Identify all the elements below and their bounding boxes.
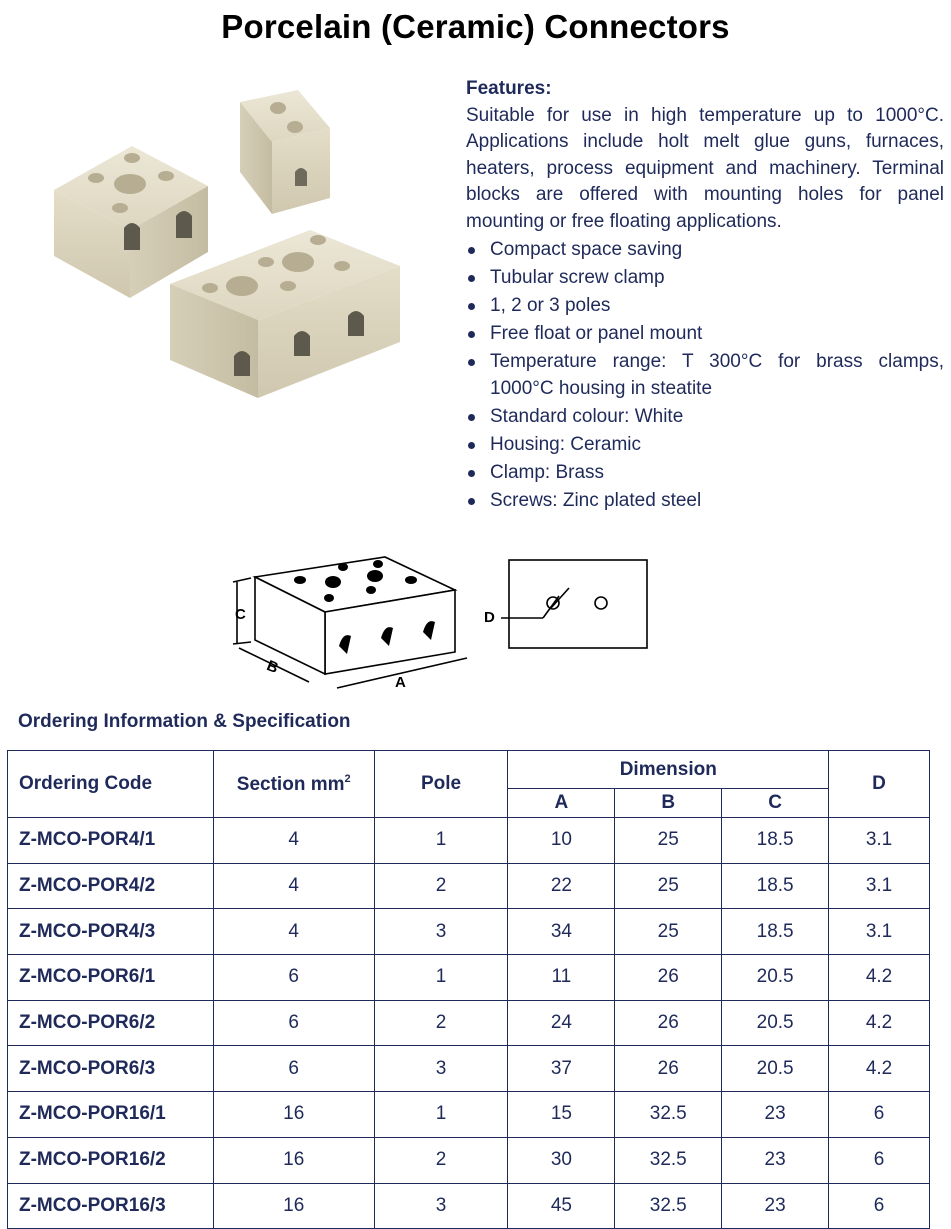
cell-pole: 2 — [374, 1137, 508, 1183]
feature-item: Temperature range: T 300°C for brass clamps, 1000°C housing in steatite — [466, 349, 944, 402]
table-row — [8, 955, 930, 1001]
table-row — [8, 1137, 930, 1183]
cell-b: 25 — [615, 909, 722, 955]
cell-section: 6 — [213, 955, 374, 1001]
table-row — [8, 1046, 930, 1092]
label-b: B — [264, 657, 281, 677]
features-list — [466, 237, 944, 514]
cell-b: 32.5 — [615, 1183, 722, 1229]
cell-c: 20.5 — [722, 955, 829, 1001]
cell-c: 23 — [722, 1137, 829, 1183]
header-d: D — [829, 751, 930, 818]
feature-item: Tubular screw clamp — [466, 265, 944, 292]
cell-c: 20.5 — [722, 1046, 829, 1092]
feature-item: Standard colour: White — [466, 404, 944, 431]
cell-section: 4 — [213, 909, 374, 955]
table-row — [8, 818, 930, 864]
header-b: B — [615, 789, 722, 818]
cell-section: 6 — [213, 1000, 374, 1046]
cell-a: 37 — [508, 1046, 615, 1092]
ordering-table — [7, 750, 930, 1229]
features-heading: Features: — [466, 78, 552, 99]
cell-pole: 1 — [374, 818, 508, 864]
cell-a: 15 — [508, 1092, 615, 1138]
table-row — [8, 863, 930, 909]
label-d: D — [484, 609, 495, 626]
table-row — [8, 1092, 930, 1138]
cell-d: 4.2 — [829, 1046, 930, 1092]
cell-c: 18.5 — [722, 863, 829, 909]
cell-c: 18.5 — [722, 818, 829, 864]
cell-c: 23 — [722, 1092, 829, 1138]
product-photo — [40, 80, 440, 420]
header-section — [213, 751, 374, 818]
table-row — [8, 1000, 930, 1046]
cell-section: 4 — [213, 863, 374, 909]
header-c: C — [722, 789, 829, 818]
cell-a: 22 — [508, 863, 615, 909]
cell-d: 6 — [829, 1137, 930, 1183]
label-c: C — [235, 606, 246, 623]
cell-ordering-code: Z-MCO-POR4/2 — [8, 863, 214, 909]
cell-a: 11 — [508, 955, 615, 1001]
cell-ordering-code: Z-MCO-POR6/1 — [8, 955, 214, 1001]
cell-d: 4.2 — [829, 1000, 930, 1046]
features-section — [466, 76, 944, 516]
cell-pole: 3 — [374, 1046, 508, 1092]
cell-a: 24 — [508, 1000, 615, 1046]
single-pole-block — [240, 90, 330, 214]
cell-section: 16 — [213, 1137, 374, 1183]
cell-a: 34 — [508, 909, 615, 955]
three-pole-block — [170, 230, 400, 398]
dimension-diagram — [225, 540, 655, 700]
label-a: A — [395, 674, 406, 691]
cell-c: 20.5 — [722, 1000, 829, 1046]
cell-pole: 2 — [374, 863, 508, 909]
cell-d: 3.1 — [829, 909, 930, 955]
ordering-heading: Ordering Information & Specification — [18, 711, 351, 732]
features-description: Suitable for use in high temperature up to 1000°C. Applications include holt melt glue guns, furnaces, heaters, process equipment and machinery. Terminal blocks are offered with mounting holes for panel mounting or free floating applications. — [466, 104, 944, 232]
header-section-label: Section mm — [236, 773, 345, 795]
cell-b: 32.5 — [615, 1092, 722, 1138]
header-dimension: Dimension — [508, 751, 829, 789]
cell-section: 4 — [213, 818, 374, 864]
cell-b: 26 — [615, 1046, 722, 1092]
feature-item: Clamp: Brass — [466, 460, 944, 487]
cell-b: 26 — [615, 955, 722, 1001]
cell-c: 23 — [722, 1183, 829, 1229]
table-row — [8, 909, 930, 955]
cell-ordering-code: Z-MCO-POR4/3 — [8, 909, 214, 955]
page-title: Porcelain (Ceramic) Connectors — [221, 8, 730, 45]
cell-section: 16 — [213, 1092, 374, 1138]
cell-d: 6 — [829, 1183, 930, 1229]
cell-c: 18.5 — [722, 909, 829, 955]
header-ordering-code: Ordering Code — [8, 751, 214, 818]
feature-item: Screws: Zinc plated steel — [466, 488, 944, 515]
cell-pole: 3 — [374, 1183, 508, 1229]
cell-a: 45 — [508, 1183, 615, 1229]
cell-pole: 3 — [374, 909, 508, 955]
cell-d: 3.1 — [829, 818, 930, 864]
cell-d: 3.1 — [829, 863, 930, 909]
cell-pole: 1 — [374, 1092, 508, 1138]
cell-d: 4.2 — [829, 955, 930, 1001]
cell-ordering-code: Z-MCO-POR16/1 — [8, 1092, 214, 1138]
feature-item: Housing: Ceramic — [466, 432, 944, 459]
cell-ordering-code: Z-MCO-POR6/3 — [8, 1046, 214, 1092]
cell-pole: 2 — [374, 1000, 508, 1046]
cell-b: 25 — [615, 863, 722, 909]
cell-d: 6 — [829, 1092, 930, 1138]
cell-a: 10 — [508, 818, 615, 864]
cell-b: 32.5 — [615, 1137, 722, 1183]
cell-ordering-code: Z-MCO-POR6/2 — [8, 1000, 214, 1046]
cell-a: 30 — [508, 1137, 615, 1183]
header-a: A — [508, 789, 615, 818]
feature-item: 1, 2 or 3 poles — [466, 293, 944, 320]
cell-section: 6 — [213, 1046, 374, 1092]
two-pole-block — [54, 146, 208, 298]
cell-b: 26 — [615, 1000, 722, 1046]
feature-item: Free float or panel mount — [466, 321, 944, 348]
cell-pole: 1 — [374, 955, 508, 1001]
header-section-sup: 2 — [344, 772, 351, 785]
cell-ordering-code: Z-MCO-POR16/2 — [8, 1137, 214, 1183]
feature-item: Compact space saving — [466, 237, 944, 264]
cell-ordering-code: Z-MCO-POR4/1 — [8, 818, 214, 864]
cell-section: 16 — [213, 1183, 374, 1229]
cell-b: 25 — [615, 818, 722, 864]
header-pole: Pole — [374, 751, 508, 818]
cell-ordering-code: Z-MCO-POR16/3 — [8, 1183, 214, 1229]
table-row — [8, 1183, 930, 1229]
